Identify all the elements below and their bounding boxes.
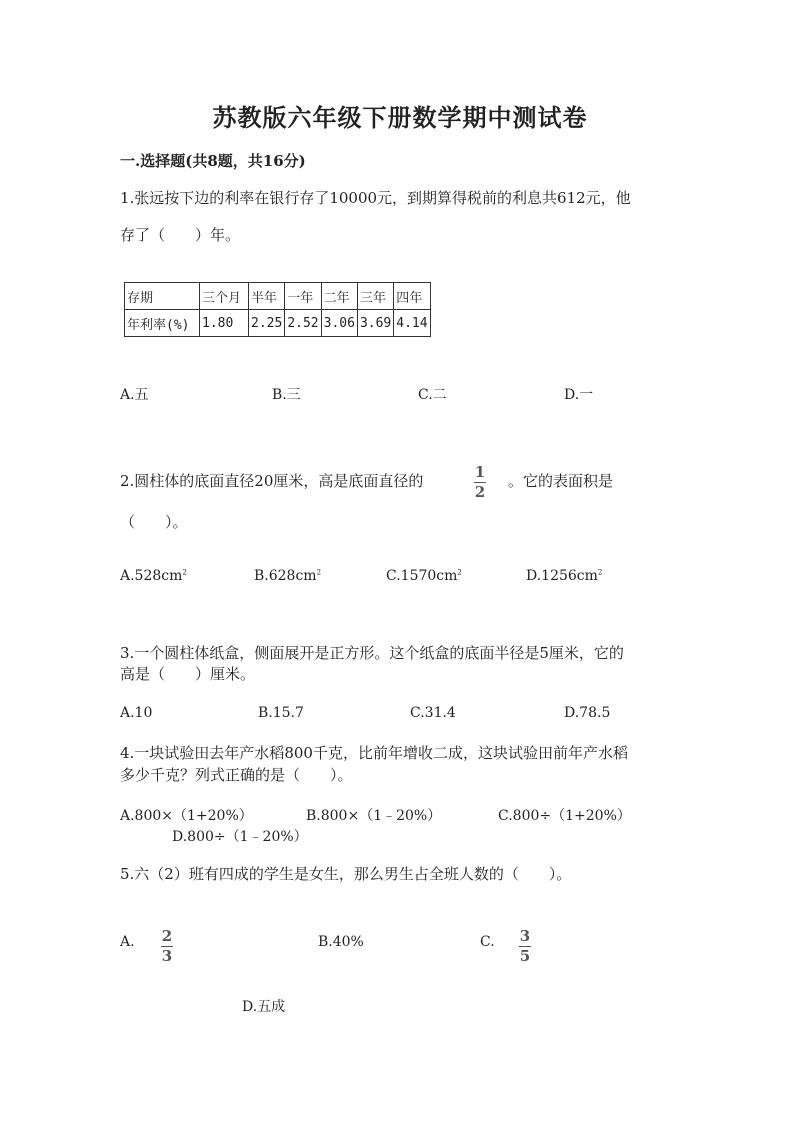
fraction-numerator: 3 xyxy=(519,927,531,945)
q2-option-d[interactable] xyxy=(526,568,602,584)
fraction-denominator: 3 xyxy=(161,947,173,965)
q2-option-b[interactable] xyxy=(254,568,321,584)
q1-text-line1: 1.张远按下边的利率在银行存了10000元，到期算得税前的利息共612元，他 xyxy=(120,189,631,207)
q2-text-line2: （ ）。 xyxy=(120,513,188,531)
table-cell: 1.80 xyxy=(200,310,249,337)
q5-option-a[interactable]: A. xyxy=(120,934,135,950)
q5-text: 5.六（2）班有四成的学生是女生，那么男生占全班人数的（ ）。 xyxy=(120,865,572,883)
q4-text-line2: 多少千克？列式正确的是（ ）。 xyxy=(120,766,353,784)
q3-option-a[interactable]: A.10 xyxy=(120,705,153,721)
q1-option-a[interactable]: A.五 xyxy=(120,387,149,403)
q4-option-c[interactable]: C.800÷（1+20%） xyxy=(498,808,631,824)
fraction-numerator: 2 xyxy=(161,927,173,945)
q3-text-line2: 高是（ ）厘米。 xyxy=(120,665,256,683)
table-cell: 3.06 xyxy=(321,310,357,337)
q3-option-c[interactable]: C.31.4 xyxy=(410,705,456,721)
page-title: 苏教版六年级下册数学期中测试卷 xyxy=(212,103,588,132)
q4-text-line1: 4.一块试验田去年产水稻800千克，比前年增收二成，这块试验田前年产水稻 xyxy=(120,744,628,762)
table-header-row xyxy=(125,283,431,310)
table-cell: 年利率(%) xyxy=(125,310,200,337)
table-cell: 一年 xyxy=(285,283,321,310)
q5-option-d[interactable]: D.五成 xyxy=(242,999,286,1015)
q1-option-c[interactable]: C.二 xyxy=(418,387,447,403)
table-cell: 3.69 xyxy=(357,310,393,337)
superscript: 2 xyxy=(182,568,187,577)
q2-fraction xyxy=(474,464,486,501)
q2-option-a-label: A.528cm xyxy=(120,568,183,584)
q2-text-line1-start: 2.圆柱体的底面直径20厘米，高是底面直径的 xyxy=(120,472,424,490)
interest-rate-table xyxy=(124,282,431,337)
q1-option-b[interactable]: B.三 xyxy=(272,387,301,403)
q2-text-line1-end: 。它的表面积是 xyxy=(508,472,614,490)
q3-text-line1: 3.一个圆柱体纸盒，侧面展开是正方形。这个纸盒的底面半径是5厘米，它的 xyxy=(120,644,624,662)
q1-option-d[interactable]: D.一 xyxy=(564,387,594,403)
q5-option-a-fraction xyxy=(161,928,173,965)
q1-text-line2: 存了（ ）年。 xyxy=(120,226,241,244)
superscript: 2 xyxy=(457,568,462,577)
q4-option-b[interactable]: B.800×（1﹣20%） xyxy=(306,808,442,824)
superscript: 2 xyxy=(316,568,322,577)
table-cell: 三个月 xyxy=(200,283,249,310)
q2-option-d-label: D.1256cm xyxy=(526,568,598,584)
table-cell: 三年 xyxy=(357,283,393,310)
q4-option-a[interactable]: A.800×（1+20%） xyxy=(120,808,253,824)
fraction-denominator: 2 xyxy=(474,483,486,501)
table-cell: 4.14 xyxy=(394,310,430,337)
table-cell: 四年 xyxy=(394,283,430,310)
fraction-numerator: 1 xyxy=(474,463,486,481)
q5-option-b[interactable]: B.40% xyxy=(318,934,364,950)
table-row xyxy=(125,310,431,337)
q3-option-b[interactable]: B.15.7 xyxy=(258,705,304,721)
fraction-denominator: 5 xyxy=(519,947,531,965)
table-cell: 2.52 xyxy=(285,310,321,337)
q2-option-c-label: C.1570cm xyxy=(386,568,458,584)
q2-option-c[interactable] xyxy=(386,568,462,584)
table-cell: 二年 xyxy=(321,283,357,310)
q3-option-d[interactable]: D.78.5 xyxy=(564,705,611,721)
superscript: 2 xyxy=(597,568,603,577)
q4-option-d[interactable]: D.800÷（1﹣20%） xyxy=(172,829,308,845)
q2-option-a[interactable] xyxy=(120,568,187,584)
q5-option-c[interactable]: C. xyxy=(480,934,495,950)
section-heading: 一.选择题(共8题，共16分) xyxy=(120,152,306,170)
table-cell: 存期 xyxy=(125,283,200,310)
table-cell: 半年 xyxy=(249,283,285,310)
q2-option-b-label: B.628cm xyxy=(254,568,317,584)
q5-option-c-fraction xyxy=(519,928,531,965)
table-cell: 2.25 xyxy=(249,310,285,337)
